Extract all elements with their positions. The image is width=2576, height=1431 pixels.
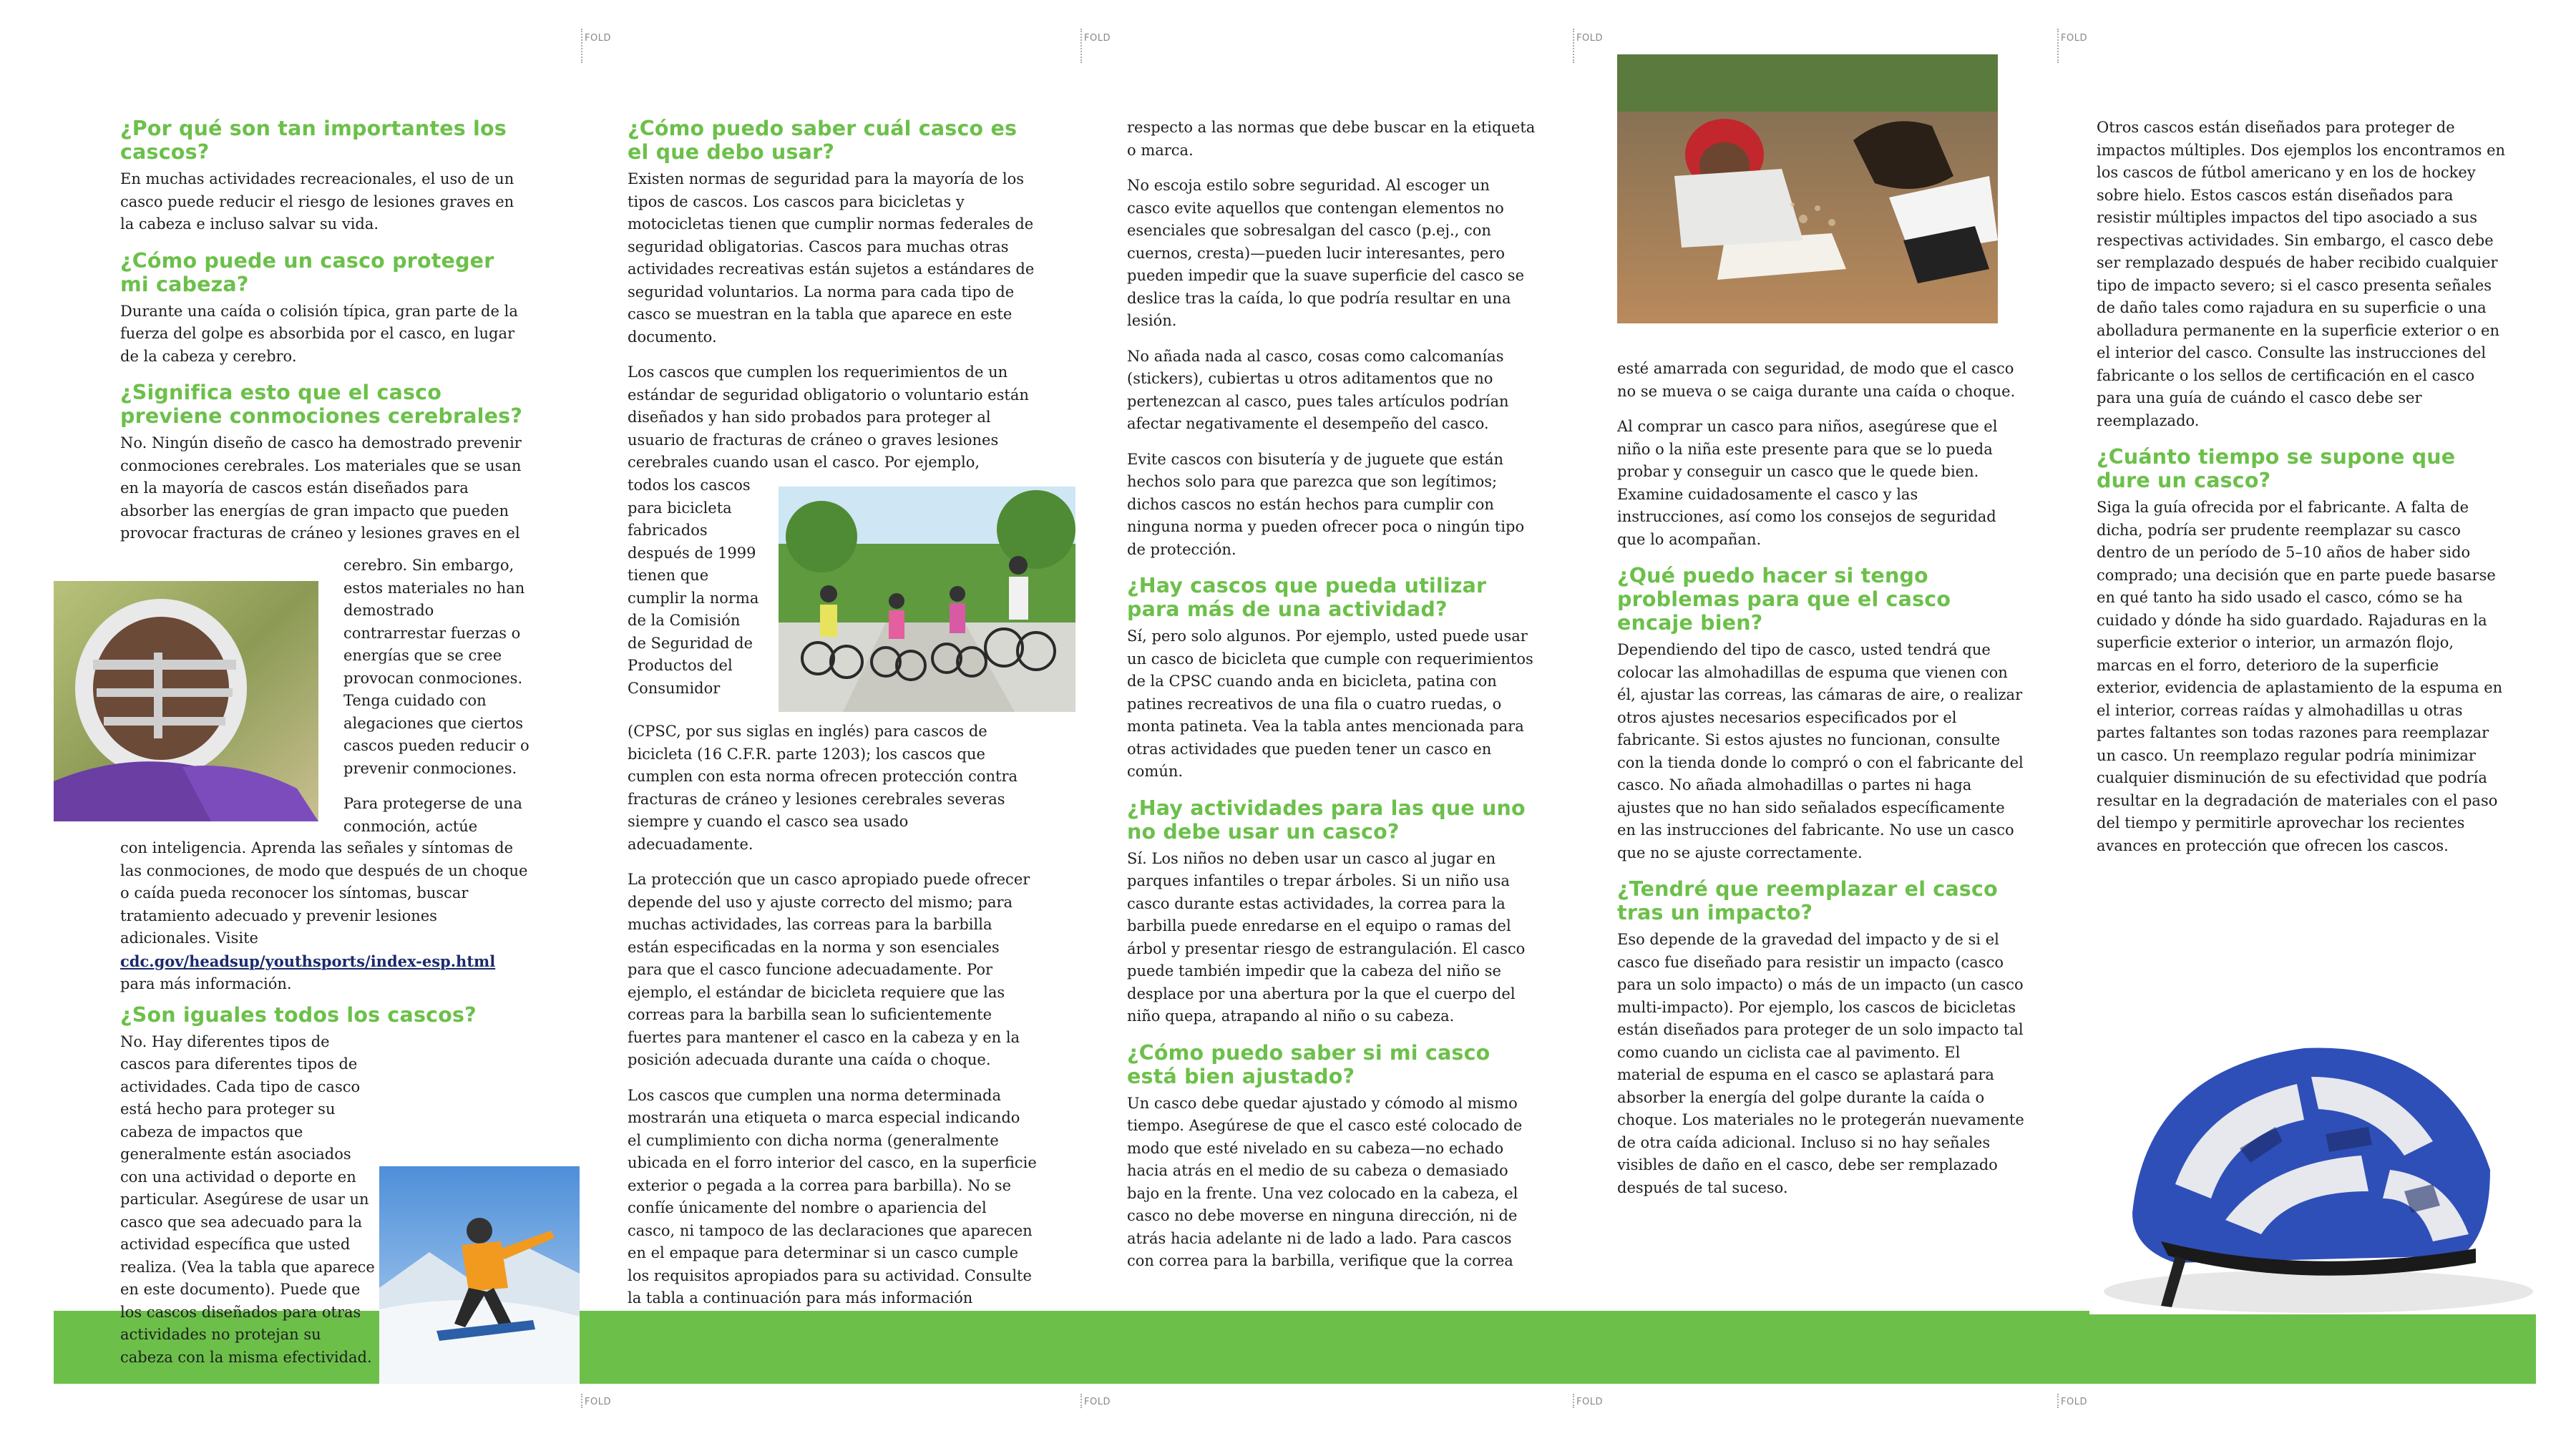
column-3	[1127, 117, 1536, 1286]
fold-marker: FOLD	[1576, 33, 1603, 44]
family-biking-photo	[779, 487, 1075, 712]
paragraph: Para protegerse de una conmoción, actúe	[343, 795, 522, 835]
heading-multi-activity: ¿Hay cascos que pueda utilizar para más de una actividad?	[1127, 574, 1487, 621]
paragraph: Los cascos que cumplen los requerimientos de un estándar de seguridad obligatorio o voluntario están diseñados y han sido probados para proteger al usuario de fracturas de cráneo o graves lesiones cerebrales cuando usan el casco. Por ejemplo,	[628, 363, 1029, 471]
paragraph: Dependiendo del tipo de casco, usted tendrá que colocar las almohadillas de espuma que vienen con él, ajustar las correas, las cámaras de aire, o realizar otros ajustes necesarios especificados por el fabricante. Si estos ajustes no funcionan, consulte con la tienda donde lo compró o con el fabricante del casco. No añada almohadillas o partes ni haga ajustes que no han sido señalados específicamente en las instrucciones del fabricante. No use un casco que no se ajuste correctamente.	[1617, 641, 2024, 861]
fold-marker: FOLD	[1576, 1397, 1603, 1407]
column-1-wrap	[343, 555, 531, 838]
column-4	[1617, 358, 2026, 1212]
paragraph: esté amarrada con seguridad, de modo que el casco no se mueva o se caiga durante una caída o choque.	[1617, 360, 2016, 400]
paragraph: No añada nada al casco, cosas como calcomanías (stickers), cubiertas u otros aditamentos que no pertenezcan al casco, pues tales artículos podrían afectar negativamente el desempeño del casco.	[1127, 347, 1509, 432]
paragraph: Eso depende de la gravedad del impacto y de si el casco fue diseñado para resistir un impacto (casco para un solo impacto) o más de un impacto (un casco multi-impacto). Por ejemplo, los cascos de bicicletas están diseñados para proteger de un solo impacto tal como cuando un ciclista cae al pavimento. El material de espuma en el casco se aplastará para absorber la energía del golpe durante la caída o choque. Los materiales no le protegerán nuevamente de otra caída adicional. Incluso si no hay señales visibles de daño en el casco, debe ser remplazado después de tal suceso.	[1617, 931, 2024, 1196]
column-2-wrap	[628, 474, 760, 700]
column-2-lower	[628, 721, 1037, 1323]
heading-why-helmets: ¿Por qué son tan importantes los cascos?	[120, 117, 507, 164]
column-2	[628, 117, 1037, 474]
paragraph: Otros cascos están diseñados para proteger de impactos múltiples. Dos ejemplos los encontramos en los cascos de fútbol americano y en los de hockey sobre hielo. Estos cascos están diseñados para resistir múltiples impactos del tipo asociado a sus respectivas actividades. Sin embargo, el casco debe ser remplazado después de haber recibido cualquier tipo de impacto severo; si el casco presenta señales de daño tales como rajadura en su superficie o una abolladura permanente en la superficie exterior o en el interior del casco. Consulte las instrucciones del fabricante o los sellos de certificación en el casco para una guía de cuándo el casco debe ser reemplazado.	[2097, 119, 2506, 429]
paragraph: (CPSC, por sus siglas en inglés) para cascos de bicicleta (16 C.F.R. parte 1203); los cascos que cumplen con esta norma ofrecen protección contra fracturas de cráneo y lesiones cerebrales severas siempre y cuando el casco sea usado adecuadamente.	[628, 723, 1018, 853]
paragraph: cerebro. Sin embargo, estos materiales no han demostrado contrarrestar fuerzas o energías que se cree provocan conmociones. Tenga cuidado con alegaciones que ciertos cascos pueden reducir o prevenir conmociones.	[343, 557, 530, 777]
paragraph-text: con inteligencia. Aprenda las señales y síntomas de las conmociones, de modo que después de un choque o caída pueda reconocer los síntomas, buscar tratamiento adecuado y prevenir lesiones adicionales. Visite	[120, 839, 528, 947]
fold-marker: FOLD	[585, 33, 611, 44]
paragraph: No. Hay diferentes tipos de cascos para diferentes tipos de actividades. Cada tipo de casco está hecho para proteger su cabeza de impactos que generalmente están asociados con una actividad o deporte en particular. Asegúrese de usar un casco que sea adecuado para la actividad específica que usted realiza. (Vea la tabla que aparece en este documento). Puede que los cascos diseñados para otras actividades no protejan su cabeza con la misma efectividad.	[120, 1032, 375, 1366]
fold-marker: FOLD	[2061, 1397, 2087, 1407]
paragraph: Al comprar un casco para niños, asegúrese que el niño o la niña este presente para que se lo pueda probar y conseguir un casco que le quede bien. Examine cuidadosamente el casco y las instrucciones, así como los consejos de seguridad que lo acompañan.	[1617, 418, 1998, 548]
paragraph: todos los cascos para bicicleta fabricados después de 1999 tienen que cumplir la norma de la Comisión de Seguridad de Productos del Consumidor	[628, 477, 759, 697]
paragraph: Los cascos que cumplen una norma determinada mostrarán una etiqueta o marca especial indicando el cumplimiento con dicha norma (generalmente ubicada en el forro interior del casco, en la superficie exterior o pegada a la correa para barbilla). No se confíe únicamente del nombre o apariencia del casco, ni tampoco de las declaraciones que aparecen en el empaque para determinar si un casco cumple los requisitos apropiados para su actividad. Consulte la tabla a continuación para más información	[628, 1086, 1037, 1307]
heading-no-helmet-activity: ¿Hay actividades para las que uno no debe usar un casco?	[1127, 796, 1526, 844]
paragraph: No. Ningún diseño de casco ha demostrado prevenir conmociones cerebrales. Los materiales que se usan en la mayoría de cascos están diseñados para absorber las energías de gran impacto que pueden provocar fracturas de cráneo y lesiones graves en el	[120, 434, 522, 542]
paragraph: Durante una caída o colisión típica, gran parte de la fuerza del golpe es absorbida por el casco, en lugar de la cabeza y cerebro.	[120, 302, 518, 365]
paragraph	[120, 837, 530, 996]
cdc-link[interactable]: cdc.gov/headsup/youthsports/index-esp.html	[120, 952, 496, 970]
paragraph: Siga la guía ofrecida por el fabricante. A falta de dicha, podría ser prudente reemplazar su casco dentro de un período de 5–10 años de haber sido comprado; una decisión que en parte puede basarse en qué tanto ha sido usado el casco, cómo se ha cuidado y dónde ha sido guardado. Rajaduras en la superficie exterior o interior, un armazón flojo, marcas en el forro, deterioro de la superficie exterior, evidencia de aplastamiento de la espuma en el interior, correas raídas y almohadillas u otras partes faltantes son todas razones para reemplazar un casco. Un reemplazo regular podría minimizar cualquier disminución de su efectividad que podría resultar en la degradación de materiales con el paso del tiempo y permitirle aprovechar los recientes avances en protección que ofrecen los cascos.	[2097, 499, 2503, 854]
heading-how-long: ¿Cuánto tiempo se supone que dure un casco?	[2097, 445, 2456, 492]
heading-replace-after-impact: ¿Tendré que reemplazar el casco tras un impacto?	[1617, 877, 1998, 924]
paragraph: Evite cascos con bisutería y de juguete que están hechos solo para que parezca que son legítimos; dichos cascos no están hechos para cumplir con ninguna norma y pueden ofrecer poca o ningún tipo de protección.	[1127, 450, 1525, 558]
paragraph: La protección que un casco apropiado puede ofrecer depende del uso y ajuste correcto del mismo; para muchas actividades, las correas para la barbilla están especificadas en la norma y son esenciales para que el casco funcione adecuadamente. Por ejemplo, el estándar de bicicleta requiere que las correas para la barbilla sean lo suficientemente fuertes para mantener el casco en la cabeza y en la posición adecuada durante una caída o choque.	[628, 871, 1030, 1068]
paragraph: Sí. Los niños no deben usar un casco al jugar en parques infantiles o trepar árboles. Si un niño usa casco durante estas actividades, la correa para la barbilla puede enredarse en el equipo o ramas del árbol y presentar riesgo de estrangulación. El casco puede también impedir que la cabeza del niño se desplace por una abertura por la que el cuerpo del niño quepa, atrapando al niño o su cabeza.	[1127, 849, 1526, 1025]
paragraph: respecto a las normas que debe buscar en la etiqueta o marca.	[1127, 119, 1536, 159]
heading-how-protect: ¿Cómo puede un casco proteger mi cabeza?	[120, 248, 494, 296]
fold-marker: FOLD	[1084, 1397, 1111, 1407]
fold-marker: FOLD	[585, 1397, 611, 1407]
paragraph: En muchas actividades recreacionales, el uso de un casco puede reducir el riesgo de lesiones graves en la cabeza e incluso salvar su vida.	[120, 170, 514, 233]
paragraph-text: para más información.	[120, 975, 292, 992]
column-5	[2097, 117, 2506, 870]
heading-fit-problems: ¿Qué puedo hacer si tengo problemas para que el casco encaje bien?	[1617, 564, 1951, 635]
paragraph: Un casco debe quedar ajustado y cómodo al mismo tiempo. Asegúrese de que el casco esté colocado de modo que esté nivelado en su cabeza—no echado hacia atrás en el medio de su cabeza o demasiado bajo en la frente. Una vez colocado en la cabeza, el casco no debe moverse en ninguna dirección, ni de atrás hacia adelante ni de lado a lado. Para cascos con correa para la barbilla, verifique que la correa	[1127, 1094, 1523, 1269]
paragraph: Existen normas de seguridad para la mayoría de los tipos de cascos. Los cascos para bicicletas y motocicletas tienen que cumplir normas federales de seguridad obligatorias. Cascos para muchas otras actividades recreativas están sujetos a estándares de seguridad voluntarios. La norma para cada tipo de casco se muestran en la tabla que aparece en este documento.	[628, 170, 1035, 346]
heading-fit: ¿Cómo puedo saber si mi casco está bien ajustado?	[1127, 1040, 1491, 1088]
snowboarder-photo	[379, 1166, 580, 1384]
fold-marker: FOLD	[1084, 33, 1111, 44]
paragraph: No escoja estilo sobre seguridad. Al escoger un casco evite aquellos que contengan elementos no esenciales que sobresalgan del casco (p.ej., con cuernos, cresta)—pueden lucir interesantes, pero pueden impedir que la suave superficie del casco se deslice tras la caída, lo que podría resultar en una lesión.	[1127, 177, 1525, 329]
fold-marker: FOLD	[2061, 33, 2087, 44]
heading-all-same: ¿Son iguales todos los cascos?	[120, 1002, 477, 1027]
bike-helmet-photo	[2089, 1005, 2536, 1314]
football-player-photo	[54, 581, 318, 821]
column-1	[120, 117, 530, 545]
heading-which-helmet: ¿Cómo puedo saber cuál casco es el que debo usar?	[628, 117, 1018, 164]
paragraph: Sí, pero solo algunos. Por ejemplo, usted puede usar un casco de bicicleta que cumple con requerimientos de la CPSC cuando anda en bicicleta, patina con patines recreativos de una fila o cuatro ruedas, o monta patineta. Vea la tabla antes mencionada para otras actividades que pueden tener un casco en común.	[1127, 627, 1533, 780]
baseball-slide-photo	[1617, 54, 1998, 323]
heading-concussion: ¿Significa esto que el casco previene conmociones cerebrales?	[120, 381, 523, 428]
